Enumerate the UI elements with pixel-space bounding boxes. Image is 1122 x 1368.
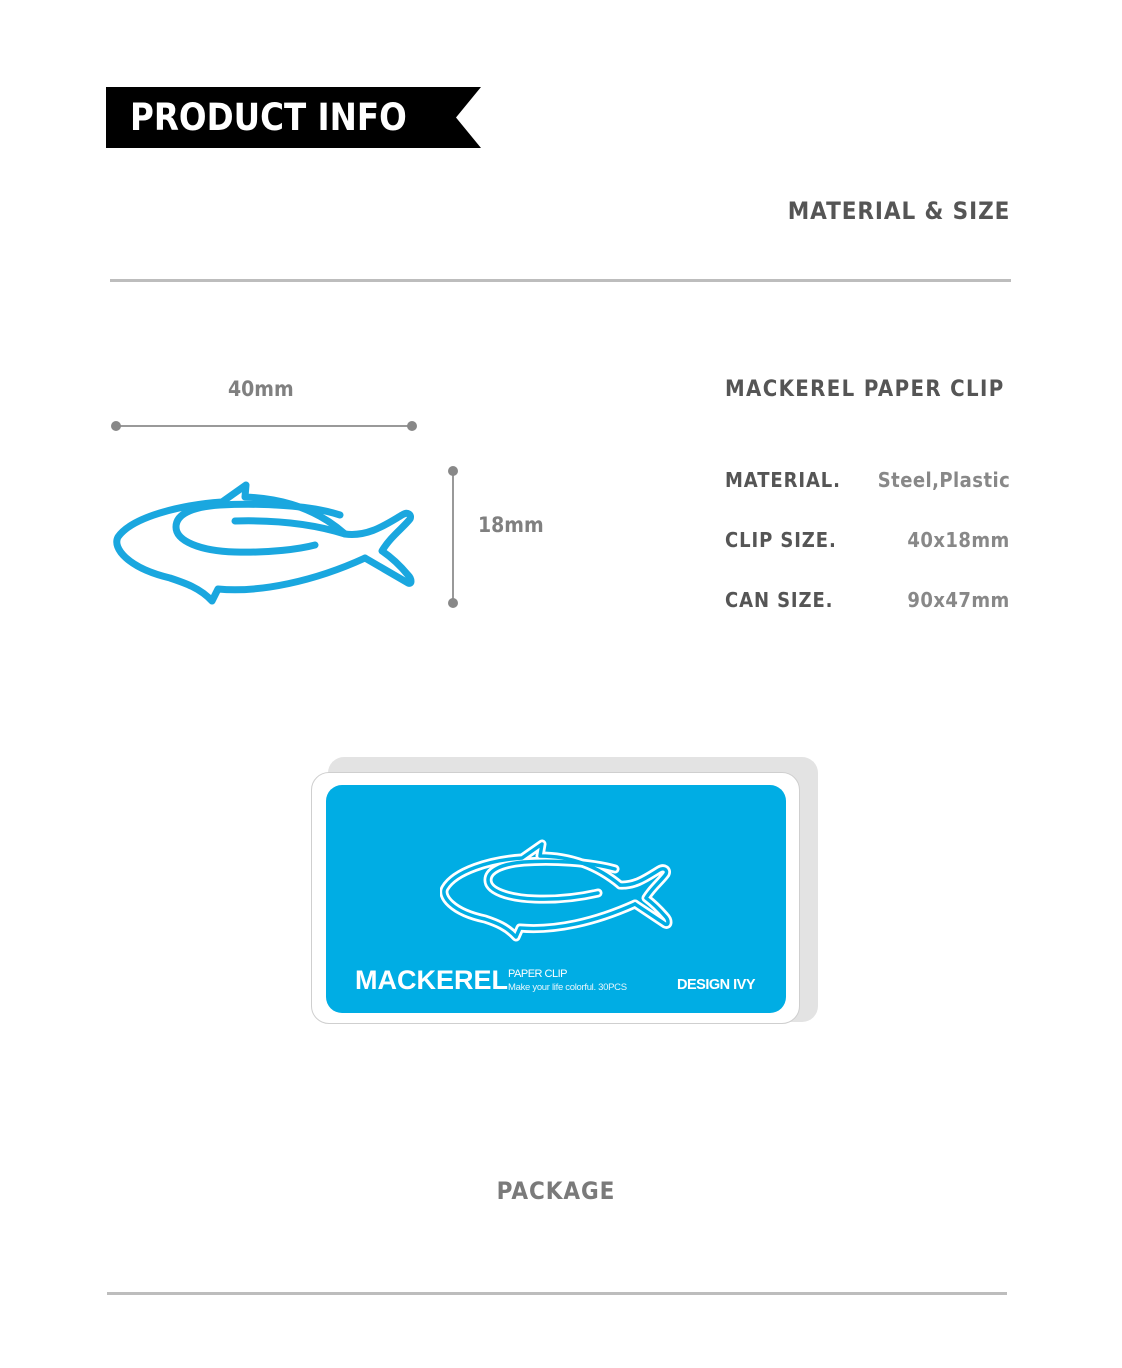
section-title-material-size: MATERIAL & SIZE — [787, 197, 1010, 225]
product-name: MACKEREL PAPER CLIP — [725, 377, 1005, 402]
height-dimension-endpoint — [448, 598, 458, 608]
spec-row-clip-size — [725, 528, 1010, 556]
height-dimension-line — [452, 470, 454, 604]
width-dimension-endpoint — [111, 421, 121, 431]
spec-value: Steel,Plastic — [877, 468, 1010, 492]
width-dimension-line — [116, 425, 413, 427]
package-subtitle: PAPER CLIP — [508, 968, 567, 980]
spec-key: CLIP SIZE. — [725, 528, 837, 552]
divider-bottom — [107, 1292, 1007, 1295]
package-brand: MACKEREL — [355, 965, 508, 995]
spec-row-can-size — [725, 588, 1010, 616]
mackerel-fish-clip-icon — [110, 475, 420, 614]
package-caption: PACKAGE — [496, 1177, 616, 1205]
mackerel-fish-package-icon — [440, 838, 675, 947]
divider-top — [110, 279, 1011, 282]
package-maker: DESIGN IVY — [677, 977, 755, 993]
spec-row-material — [725, 468, 1010, 496]
spec-value: 40x18mm — [907, 528, 1010, 552]
package-tagline: Make your life colorful. 30PCS — [508, 982, 627, 993]
width-dimension-endpoint — [407, 421, 417, 431]
height-dimension-label: 18mm — [478, 513, 544, 537]
height-dimension-endpoint — [448, 466, 458, 476]
banner-label: PRODUCT INFO — [130, 96, 407, 139]
spec-key: CAN SIZE. — [725, 588, 834, 612]
product-info-banner — [106, 87, 481, 148]
width-dimension-label: 40mm — [228, 377, 294, 401]
spec-value: 90x47mm — [907, 588, 1010, 612]
spec-key: MATERIAL. — [725, 468, 841, 492]
